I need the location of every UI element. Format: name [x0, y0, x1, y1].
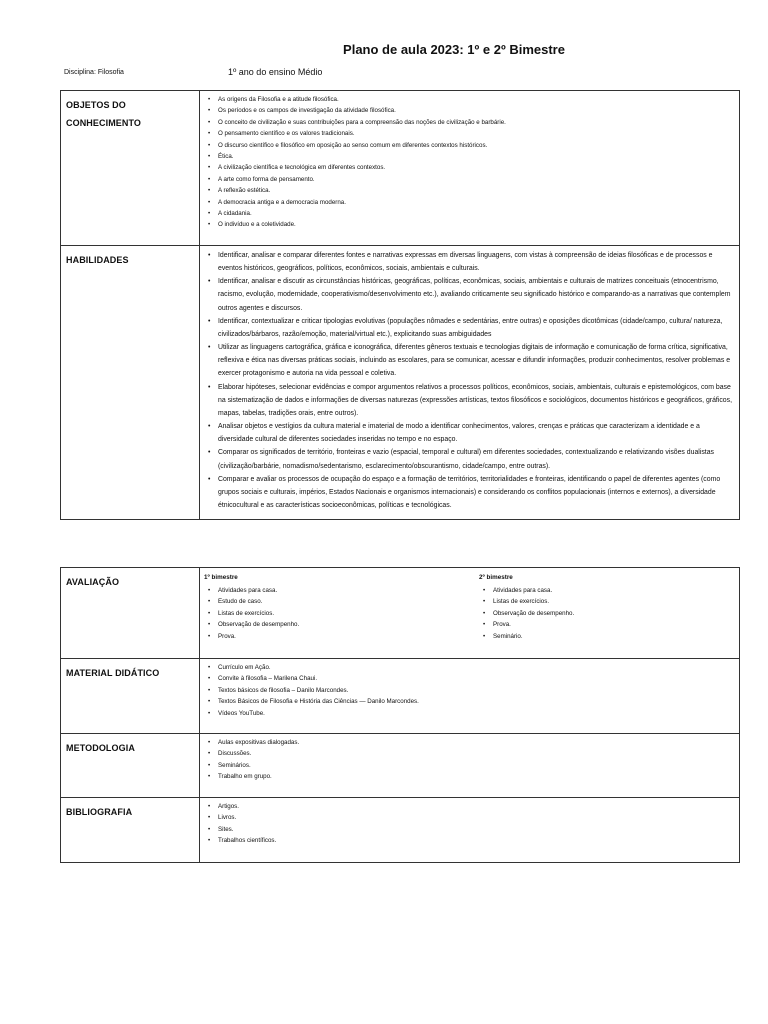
metodologia-content: [200, 734, 740, 798]
list-item: • Estudo de caso.: [218, 596, 479, 607]
avaliacao-row: [61, 568, 740, 659]
objetos-label-line2: CONHECIMENTO: [66, 118, 142, 128]
list-item: • Seminários.: [218, 760, 733, 771]
metodologia-row: [61, 734, 740, 798]
list-item: • Seminário.: [493, 631, 729, 642]
list-item: • Discussões.: [218, 748, 733, 759]
list-item: • Atividades para casa.: [218, 585, 479, 596]
list-item: • Vídeos YouTube.: [218, 708, 733, 719]
list-item: • Identificar, analisar e comparar diferentes fontes e narrativas expressas em diversas linguagens, com vistas à compreensão de ideias filosóficas e de processos e eventos históricos, geográficos, políticos, econômicos, sociais, ambientais e culturais.: [218, 249, 733, 275]
list-item: • A democracia antiga e a democracia moderna.: [218, 197, 733, 208]
material-content: [200, 659, 740, 734]
list-item: • Textos básicos de filosofia – Danilo Marcondes.: [218, 685, 733, 696]
list-item: • Utilizar as linguagens cartográfica, gráfica e iconográfica, diferentes gêneros textuais e tecnologias digitais de informação e comunicação de forma crítica, significativa, reflexiva e ética nas diversas práticas sociais, incluindo as escolares, para se comunicar, acessar e difundir informações, produzir conhecimentos, resolver problemas e exercer protagonismo e autoria na vida pessoal e coletiva.: [218, 341, 733, 380]
list-item: • Comparar os significados de território, fronteiras e vazio (espacial, temporal e cultural) em diferentes sociedades, contextualizando e relativizando visões dualistas (civilização/barbárie, nomadismo/sedentarismo, esclarecimento/obscurantismo, cidade/campo, entre outras).: [218, 446, 733, 472]
habilidades-list: [204, 249, 733, 512]
bibliografia-list: [204, 801, 733, 847]
list-item: • Sites.: [218, 824, 733, 835]
list-item: • Prova.: [493, 619, 729, 630]
material-label: MATERIAL DIDÁTICO: [61, 659, 200, 734]
bibliografia-row: [61, 798, 740, 863]
list-item: • Ética.: [218, 151, 733, 162]
list-item: • Elaborar hipóteses, selecionar evidências e compor argumentos relativos a processos políticos, econômicos, sociais, ambientais, culturais e epistemológicos, com base na sistematização de dados e informações de diversas naturezas (expressões artísticas, textos filosóficos e sociológicos, documentos históricos e geográficos, gráficos, mapas, tabelas, tradições orais, entre outros).: [218, 381, 733, 420]
list-item: • O discurso científico e filosófico em oposição ao senso comum em diferentes contextos históricos.: [218, 140, 733, 151]
list-item: • Convite à filosofia – Marilena Chaui.: [218, 673, 733, 684]
list-item: • Os períodos e os campos de investigação da atividade filosófica.: [218, 105, 733, 116]
objetos-content: [200, 91, 740, 246]
bimestre-1-list: [204, 585, 479, 642]
bimestre-1-title: 1º bimestre: [204, 574, 238, 581]
list-item: • Identificar, analisar e discutir as circunstâncias históricas, geográficas, políticas, econômicas, sociais, ambientais e culturais de matrizes conceituais (etnocentrismo, racismo, evolução, modernidade, cooperativismo/desenvolvimento etc.), avaliando criticamente seu significado histórico e comparando-as a narrativas que contemplem outros agentes e discursos.: [218, 275, 733, 314]
bimestre-2-list: [479, 585, 729, 642]
list-item: • A arte como forma de pensamento.: [218, 174, 733, 185]
list-item: • A cidadania.: [218, 208, 733, 219]
list-item: • Comparar e avaliar os processos de ocupação do espaço e a formação de territórios, territorialidades e fronteiras, identificando o papel de diferentes agentes (como grupos sociais e culturais, impérios, Estados Nacionais e organismos internacionais) e considerando os conflitos populacionais (internos e externos), a diversidade étnicocultural e as características socioeconômicas, políticas e tecnológicas.: [218, 473, 733, 512]
list-item: • Analisar objetos e vestígios da cultura material e imaterial de modo a identificar conhecimentos, valores, crenças e práticas que caracterizam a identidade e a diversidade cultural de diferentes sociedades inseridas no tempo e no espaço.: [218, 420, 733, 446]
grade-label: 1º ano do ensino Médio: [228, 67, 323, 77]
metodologia-label: METODOLOGIA: [61, 734, 200, 798]
list-item: • A civilização científica e tecnológica em diferentes contextos.: [218, 162, 733, 173]
list-item: • Prova.: [218, 631, 479, 642]
avaliacao-content: [200, 568, 740, 659]
list-item: • Livros.: [218, 812, 733, 823]
material-list: [204, 662, 733, 719]
list-item: • Observação de desempenho.: [218, 619, 479, 630]
bibliografia-label: BIBLIOGRAFIA: [61, 798, 200, 863]
habilidades-content: [200, 246, 740, 520]
list-item: • O conceito de civilização e suas contribuições para a compreensão das noções de civilização e barbárie.: [218, 117, 733, 128]
habilidades-row: [61, 246, 740, 520]
content-table: [60, 90, 740, 520]
list-item: • Listas de exercícios.: [493, 596, 729, 607]
bimestre-2-title: 2º bimestre: [479, 574, 513, 581]
bimestre-1-column: [204, 571, 479, 642]
list-item: • Aulas expositivas dialogadas.: [218, 737, 733, 748]
evaluation-table: [60, 567, 740, 863]
bibliografia-content: [200, 798, 740, 863]
objetos-label-line1: OBJETOS DO: [66, 100, 126, 110]
metodologia-list: [204, 737, 733, 783]
objetos-list: [204, 94, 733, 231]
list-item: • Textos Básicos de Filosofia e História das Ciências — Danilo Marcondes.: [218, 696, 733, 707]
list-item: • Trabalho em grupo.: [218, 771, 733, 782]
list-item: • Atividades para casa.: [493, 585, 729, 596]
page-title: Plano de aula 2023: 1º e 2º Bimestre: [343, 42, 565, 57]
list-item: • Currículo em Ação.: [218, 662, 733, 673]
list-item: • Trabalhos científicos.: [218, 835, 733, 846]
bimestre-2-column: [479, 571, 729, 642]
list-item: • Identificar, contextualizar e criticar tipologias evolutivas (populações nômades e sedentárias, entre outras) e oposições dicotômicas (cidade/campo, cultura/ natureza, civilizados/bárbaros, razão/emoção, material/virtual etc.), explicitando suas ambiguidades: [218, 315, 733, 341]
list-item: • A reflexão estética.: [218, 185, 733, 196]
material-row: [61, 659, 740, 734]
list-item: • O indivíduo e a coletividade.: [218, 219, 733, 230]
list-item: • As origens da Filosofia e a atitude filosófica.: [218, 94, 733, 105]
avaliacao-label: AVALIAÇÃO: [61, 568, 200, 659]
list-item: • O pensamento científico e os valores tradicionais.: [218, 128, 733, 139]
habilidades-label: HABILIDADES: [61, 246, 200, 520]
objetos-label: [61, 91, 200, 246]
objetos-row: [61, 91, 740, 246]
list-item: • Artigos.: [218, 801, 733, 812]
list-item: • Observação de desempenho.: [493, 608, 729, 619]
subject-label: Disciplina: Filosofia: [64, 69, 124, 76]
list-item: • Listas de exercícios.: [218, 608, 479, 619]
